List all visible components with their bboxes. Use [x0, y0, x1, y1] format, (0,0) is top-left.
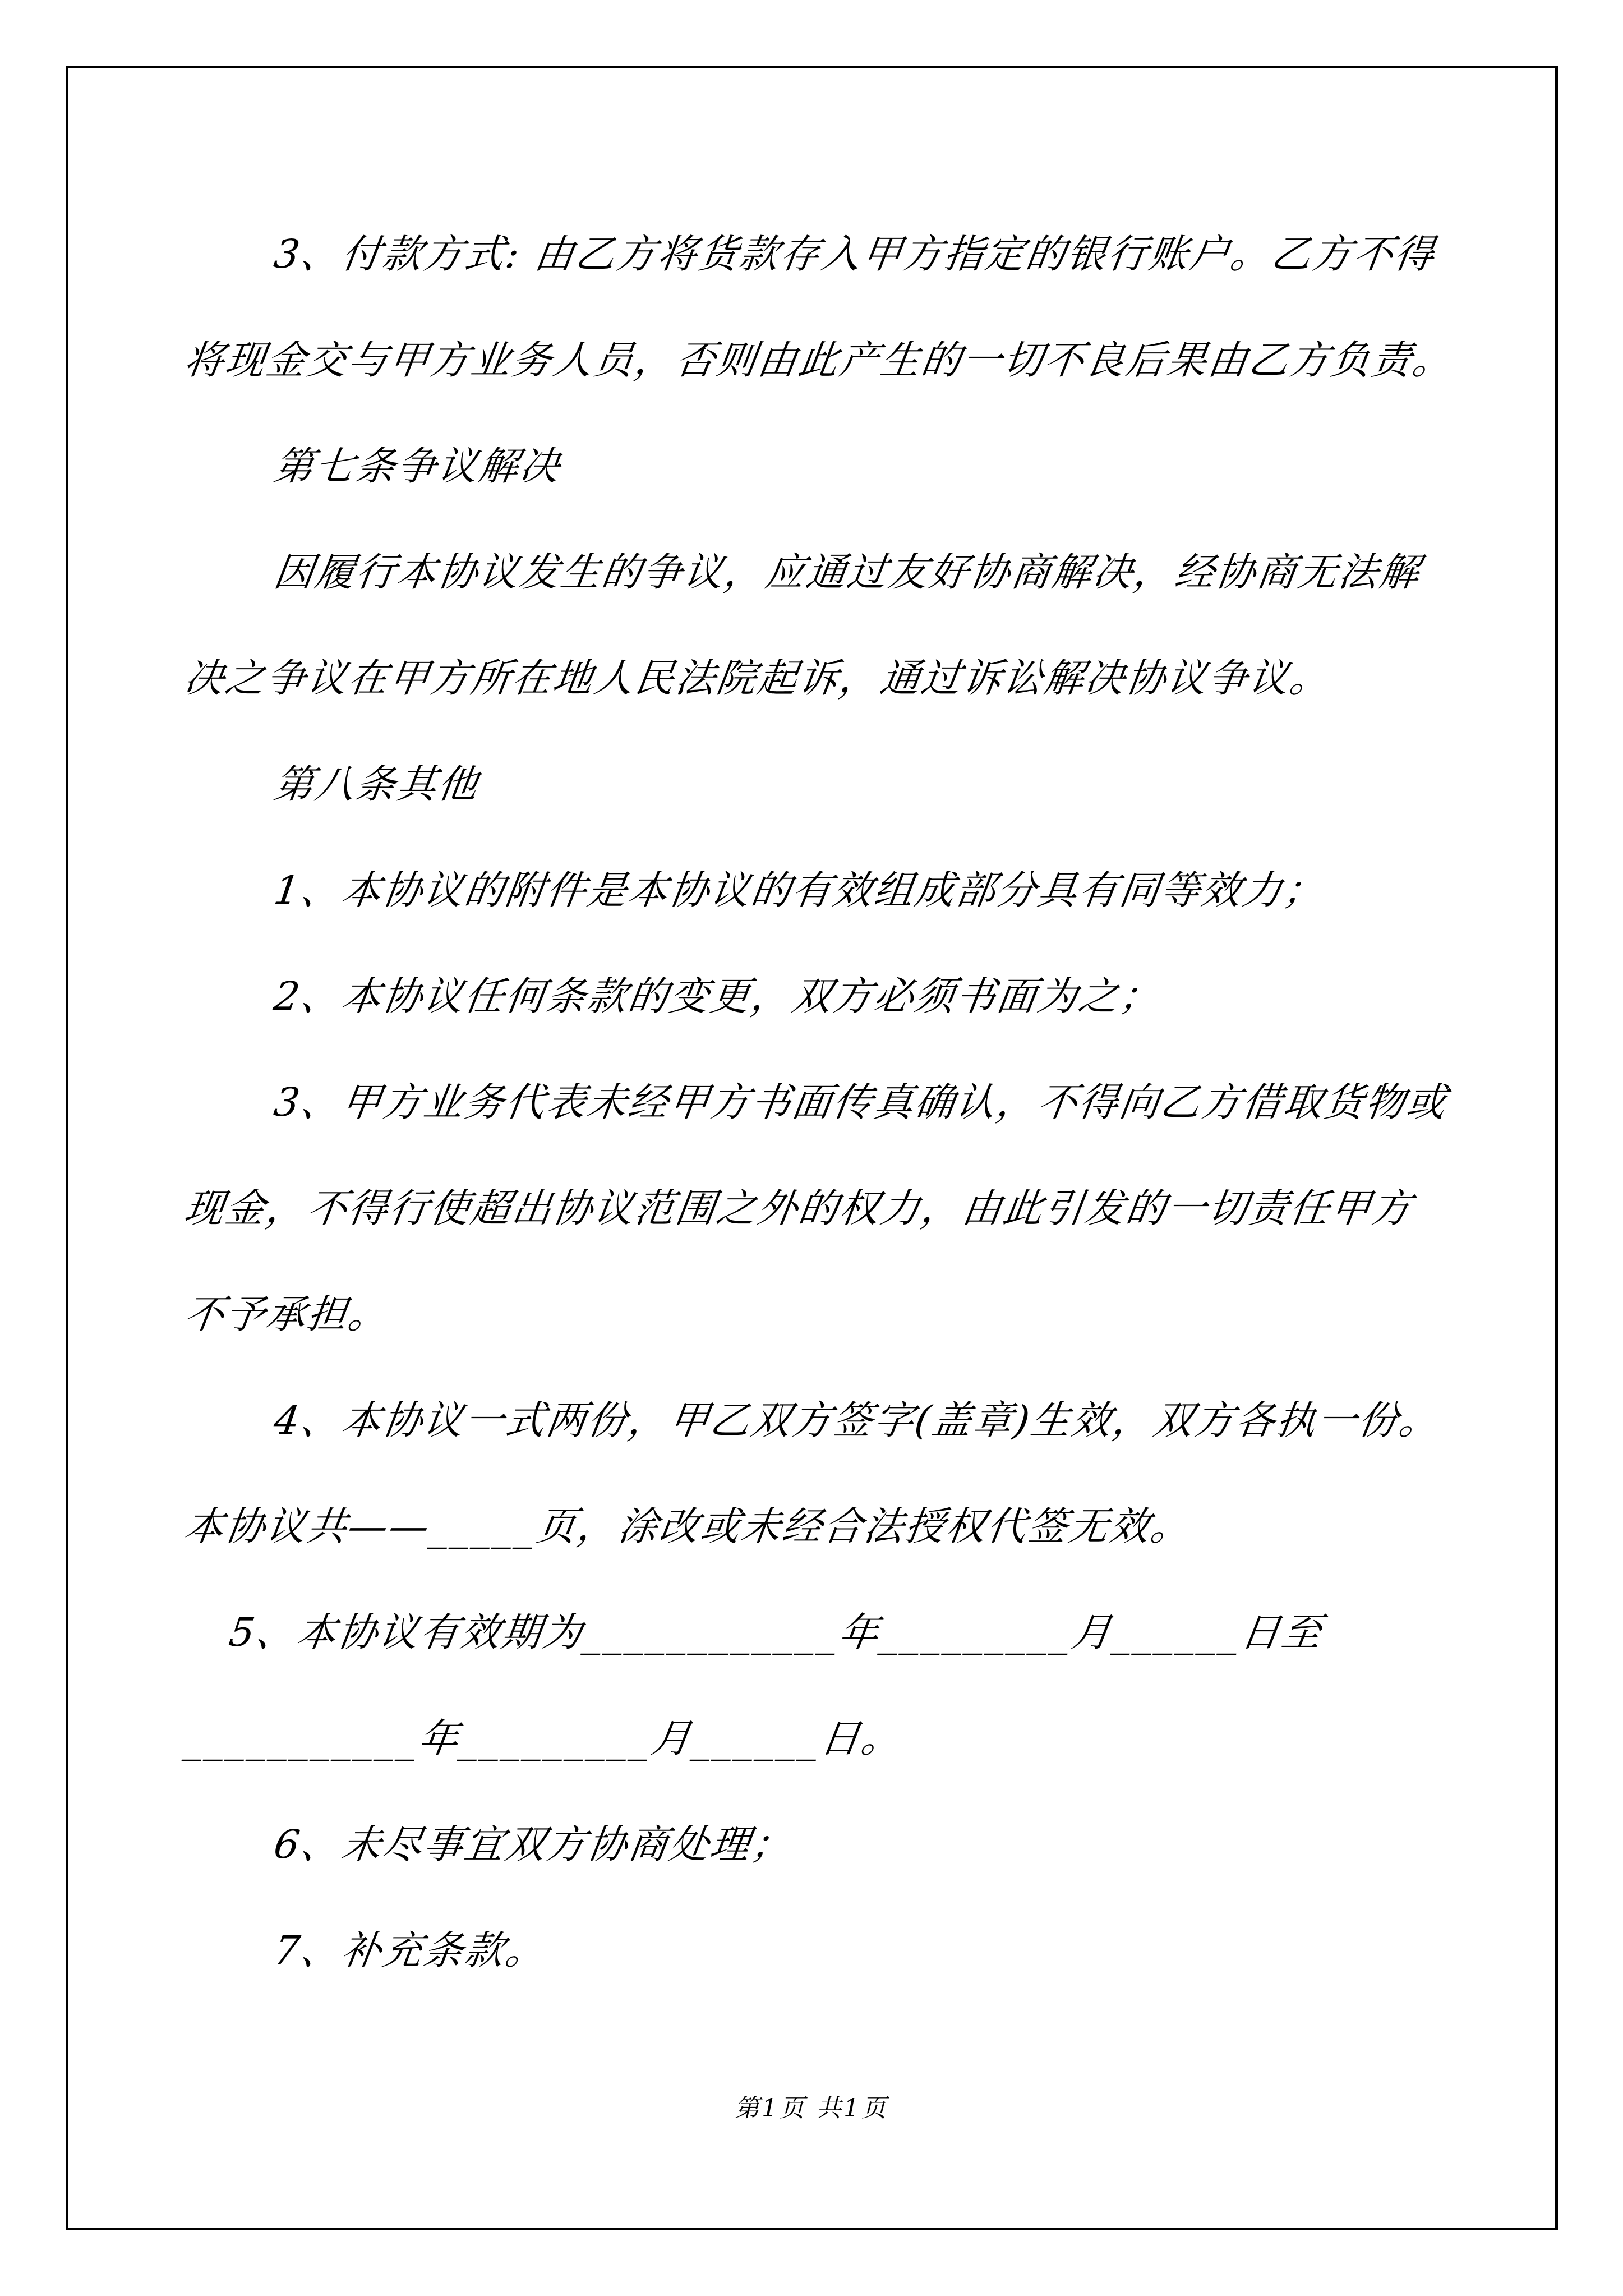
text-line: 7、补充条款。 — [271, 1927, 550, 1973]
text-line: 5、本协议有效期为____________年_________月______日至 — [226, 1609, 1326, 1655]
text-line: 4、本协议一式两份，甲乙双方签字(盖章)生效，双方各执一份。 — [271, 1397, 1444, 1443]
text-line: 现金，不得行使超出协议范围之外的权力，由此引发的一切责任甲方 — [181, 1185, 1416, 1231]
text-line: 将现金交与甲方业务人员，否则由此产生的一切不良后果由乙方负责。 — [181, 337, 1457, 383]
text-line: 第八条其他 — [271, 761, 482, 807]
text-line: 第七条争议解决 — [271, 443, 564, 489]
text-line: ___________年_________月______日。 — [181, 1715, 906, 1761]
text-line: 3、付款方式: 由乙方将货款存入甲方指定的银行账户。乙方不得 — [271, 231, 1439, 277]
text-line: 不予承担。 — [181, 1291, 393, 1337]
text-line: 1、本协议的附件是本协议的有效组成部分具有同等效力； — [271, 867, 1328, 913]
text-line: 决之争议在甲方所在地人民法院起诉，通过诉讼解决协议争议。 — [181, 655, 1334, 701]
document-content — [181, 198, 1457, 2000]
page-footer: 第1页 共1页 — [735, 2094, 888, 2123]
text-line: 本协议共——_____页，涂改或未经合法授权代签无效。 — [181, 1503, 1195, 1549]
text-line: 2、本协议任何条款的变更，双方必须书面为之； — [271, 973, 1164, 1019]
text-line: 因履行本协议发生的争议，应通过友好协商解决，经协商无法解 — [271, 549, 1424, 595]
text-line: 6、未尽事宜双方协商处理； — [271, 1821, 796, 1867]
text-line: 3、甲方业务代表未经甲方书面传真确认，不得向乙方借取货物或 — [271, 1079, 1451, 1125]
